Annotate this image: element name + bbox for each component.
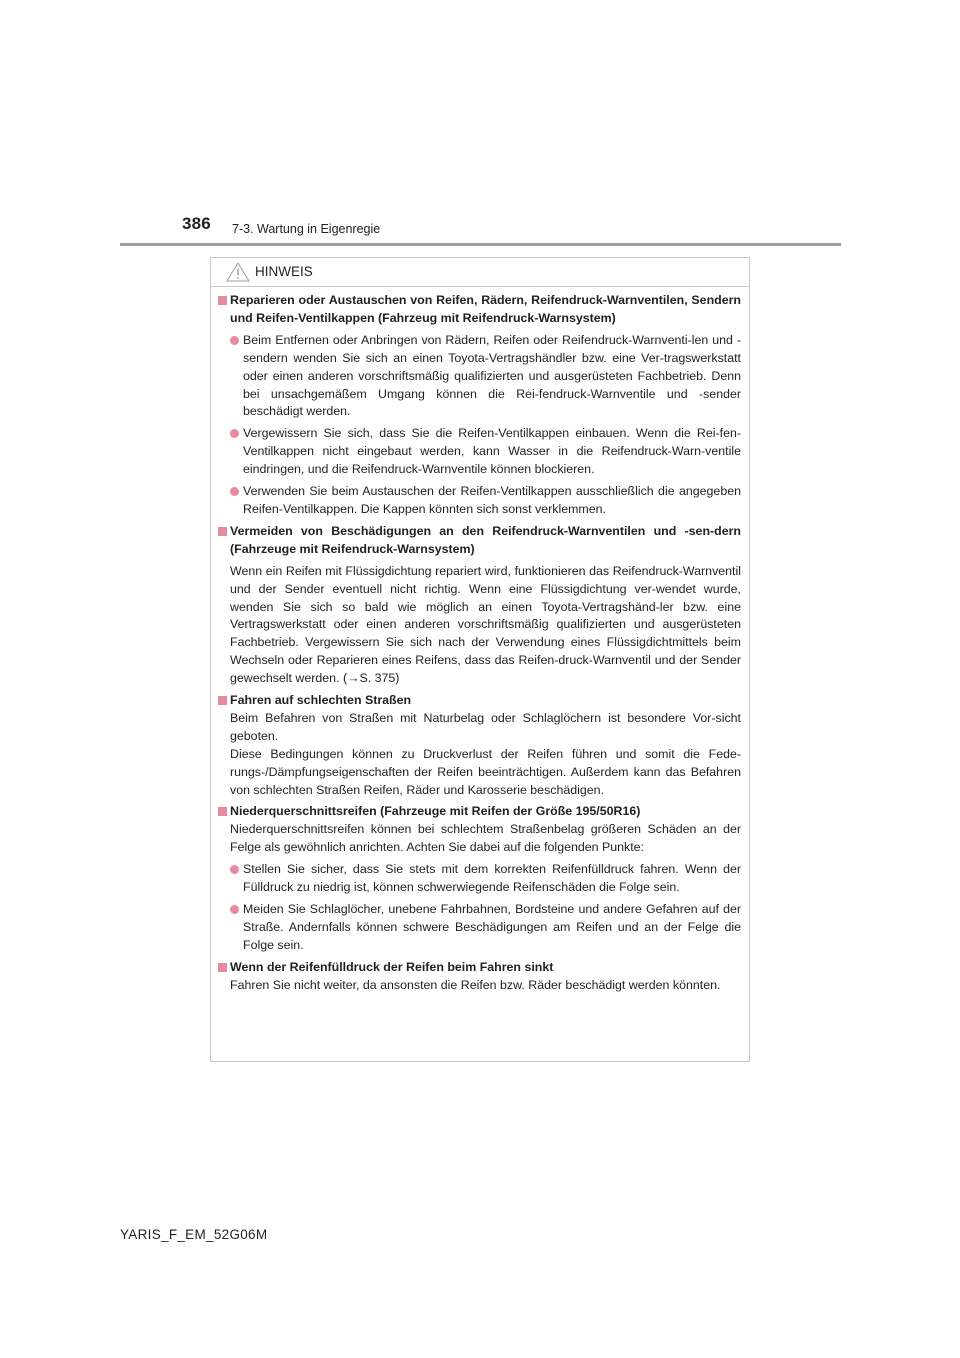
notice-title: HINWEIS — [255, 264, 313, 279]
notice-section — [216, 692, 741, 799]
section-heading: Fahren auf schlechten Straßen — [230, 693, 412, 708]
circle-bullet-icon — [230, 865, 239, 874]
section-text: Niederquerschnittsreifen können bei schlechtem Straßenbelag größeren Schäden an der Felge als gewöhnlich anrichten. Achten Sie dabei auf die folgenden Punkte: — [230, 822, 741, 855]
bullet-item — [230, 901, 741, 955]
section-title: 7-3. Wartung in Eigenregie — [232, 222, 381, 236]
section-heading: Niederquerschnittsreifen (Fahrzeuge mit Reifen der Größe 195/50R16) — [230, 804, 641, 819]
notice-section — [216, 959, 741, 995]
section-text: Beim Befahren von Straßen mit Naturbelag oder Schlaglöchern ist besondere Vor-sicht geboten. — [230, 710, 741, 743]
square-bullet-icon — [218, 963, 227, 972]
notice-section — [216, 292, 741, 519]
circle-bullet-icon — [230, 336, 239, 345]
bullet-item — [230, 332, 741, 422]
notice-body — [211, 292, 749, 995]
bullet-item — [230, 483, 741, 519]
notice-box — [210, 257, 750, 1062]
circle-bullet-icon — [230, 487, 239, 496]
bullet-text: Stellen Sie sicher, dass Sie stets mit dem korrekten Reifenfülldruck fahren. Wenn der Fülldruck zu niedrig ist, können schwerwiegende Reifenschäden die Folge sein. — [243, 862, 741, 895]
square-bullet-icon — [218, 807, 227, 816]
circle-bullet-icon — [230, 429, 239, 438]
document-code: YARIS_F_EM_52G06M — [120, 1227, 268, 1242]
header-rule — [120, 243, 841, 246]
page-number: 386 — [182, 214, 211, 233]
section-text: Wenn ein Reifen mit Flüssigdichtung repariert wird, funktionieren das Reifendruck-Warnventil und der Sender eventuell nicht richtig. Wenn eine Flüssigdichtung ver-wendet wurde, wenden Sie sich so bald wie möglich an einen Toyota-Vertragshänd-ler bzw. eine Vertragswerkstatt oder einen anderen vorschriftsmäßig qualifizierten und ausgerüsteten Fachbetrieb. Vergewissern Sie sich nach der Verwendung eines Flüssigdichtmittels beim Wechseln oder Reparieren eines Reifens, dass das Reifen-druck-Warnventil und der Sender gewechselt werden. (→S. 375) — [230, 563, 741, 686]
notice-section — [216, 803, 741, 954]
bullet-text: Verwenden Sie beim Austauschen der Reifen-Ventilkappen ausschließlich die angegeben Reifen-Ventilkappen. Die Kappen könnten sich sonst verklemmen. — [243, 484, 741, 516]
notice-section — [216, 523, 741, 688]
notice-header — [211, 258, 749, 287]
square-bullet-icon — [218, 696, 227, 705]
section-text: Fahren Sie nicht weiter, da ansonsten die Reifen bzw. Räder beschädigt werden könnten. — [230, 977, 721, 992]
warning-triangle-icon — [226, 262, 250, 282]
section-heading: Wenn der Reifenfülldruck der Reifen beim Fahren sinkt — [230, 959, 554, 974]
bullet-text: Beim Entfernen oder Anbringen von Rädern, Reifen oder Reifendruck-Warnventi-len und -sendern wenden Sie sich an einen Toyota-Vertragshändler bzw. eine Ver-tragswerkstatt oder einen anderen vorschriftsmäßig qualifizierten und ausgerüsteten Fachbetrieb. Denn bei unsachgemäßem Umgang können die Rei-fendruck-Warnventile und -sender beschädigt werden. — [243, 332, 741, 419]
bullet-text: Meiden Sie Schlaglöcher, unebene Fahrbahnen, Bordsteine und andere Gefahren auf der Straße. Andernfalls können schwere Beschädigungen am Reifen und an der Felge die Folge sein. — [243, 902, 741, 952]
section-text: Diese Bedingungen können zu Druckverlust der Reifen führen und somit die Fede-rungs-/Dämpfungseigenschaften der Reifen beeinträchtigen. Außerdem kann das Befahren von schlechten Straßen Reifen, Räder und Karosserie beschädigen. — [230, 746, 741, 797]
bullet-text: Vergewissern Sie sich, dass Sie die Reifen-Ventilkappen einbauen. Wenn die Rei-fen-Ventilkappen nicht eingebaut werden, kann Wasser in die Reifendruck-Warn-ventile eindringen, und die Reifendruck-Warnventile können blockieren. — [243, 426, 741, 477]
bullet-item — [230, 425, 741, 479]
section-heading: Vermeiden von Beschädigungen an den Reifendruck-Warnventilen und -sen-dern (Fahrzeuge mit Reifendruck-Warnsystem) — [230, 523, 741, 556]
bullet-item — [230, 861, 741, 897]
square-bullet-icon — [218, 527, 227, 536]
circle-bullet-icon — [230, 905, 239, 914]
square-bullet-icon — [218, 296, 227, 305]
section-heading: Reparieren oder Austauschen von Reifen, Rädern, Reifendruck-Warnventilen, Sendern und Reifen-Ventilkappen (Fahrzeug mit Reifendruck-Warnsystem) — [230, 293, 741, 325]
